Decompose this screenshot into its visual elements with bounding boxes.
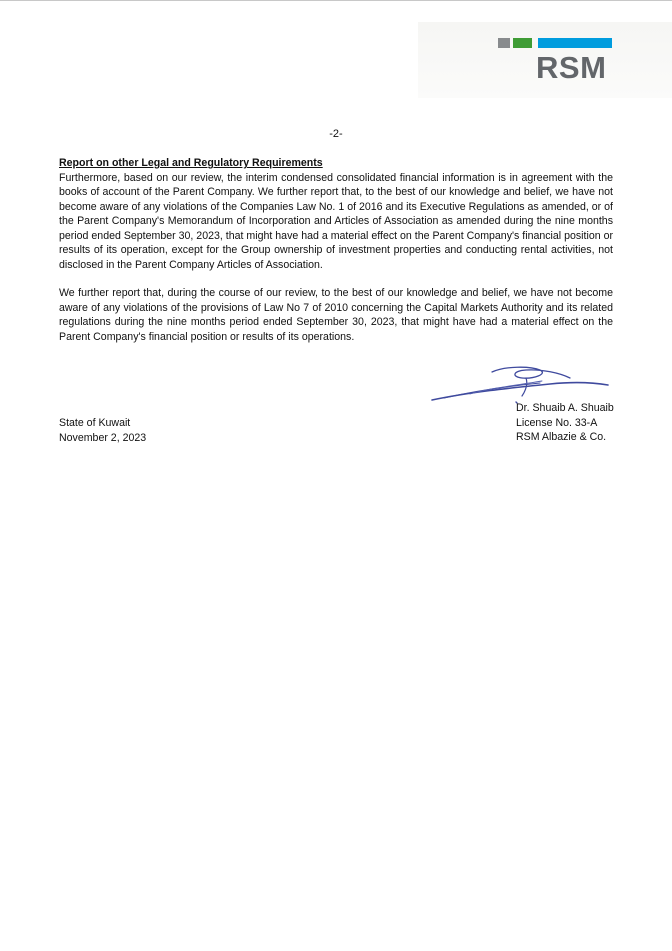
- signatory-block: [516, 401, 614, 445]
- top-rule: [0, 0, 672, 1]
- report-section: [59, 156, 613, 344]
- logo-bar-blue: [538, 38, 612, 48]
- report-date: November 2, 2023: [59, 431, 147, 444]
- place-and-date: [59, 416, 146, 445]
- license-number: License No. 33-A: [516, 416, 598, 429]
- firm-name: RSM Albazie & Co.: [516, 431, 607, 443]
- signatory-name: Dr. Shuaib A. Shuaib: [516, 402, 614, 414]
- paragraph-capital-markets-law: We further report that, during the course of our review, to the best of our knowledge and belief, we have not become aware of any violations of the provisions of Law No 7 of 2010 concerning the Capital Markets Authority and its related regulations during the nine months period ended September 30, 2023, that might have had a material effect on the Parent Company's financial position or results of its operations.: [59, 287, 613, 343]
- paragraph-companies-law: Furthermore, based on our review, the interim condensed consolidated financial information is in agreement with the books of account of the Parent Company. We further report that, to the best of our knowledge and belief, we have not become aware of any violations of the Companies Law No. 1 of 2016 and its Executive Regulations as amended, or of the Parent Company's Memorandum of Incorporation and Articles of Association as amended during the nine months period ended September 30, 2023, that might have had a material effect on the Parent Company's financial position or results of its operation, except for the Group ownership of investment properties and conducting rental activities, not disclosed in the Parent Company Articles of Association.: [59, 171, 613, 271]
- logo-bar-green: [513, 38, 532, 48]
- section-heading: Report on other Legal and Regulatory Requirements: [59, 157, 323, 169]
- location: State of Kuwait: [59, 417, 131, 429]
- rsm-logo: RSM: [536, 50, 607, 85]
- logo-bar-gray: [498, 38, 510, 48]
- page-number: -2-: [329, 128, 343, 140]
